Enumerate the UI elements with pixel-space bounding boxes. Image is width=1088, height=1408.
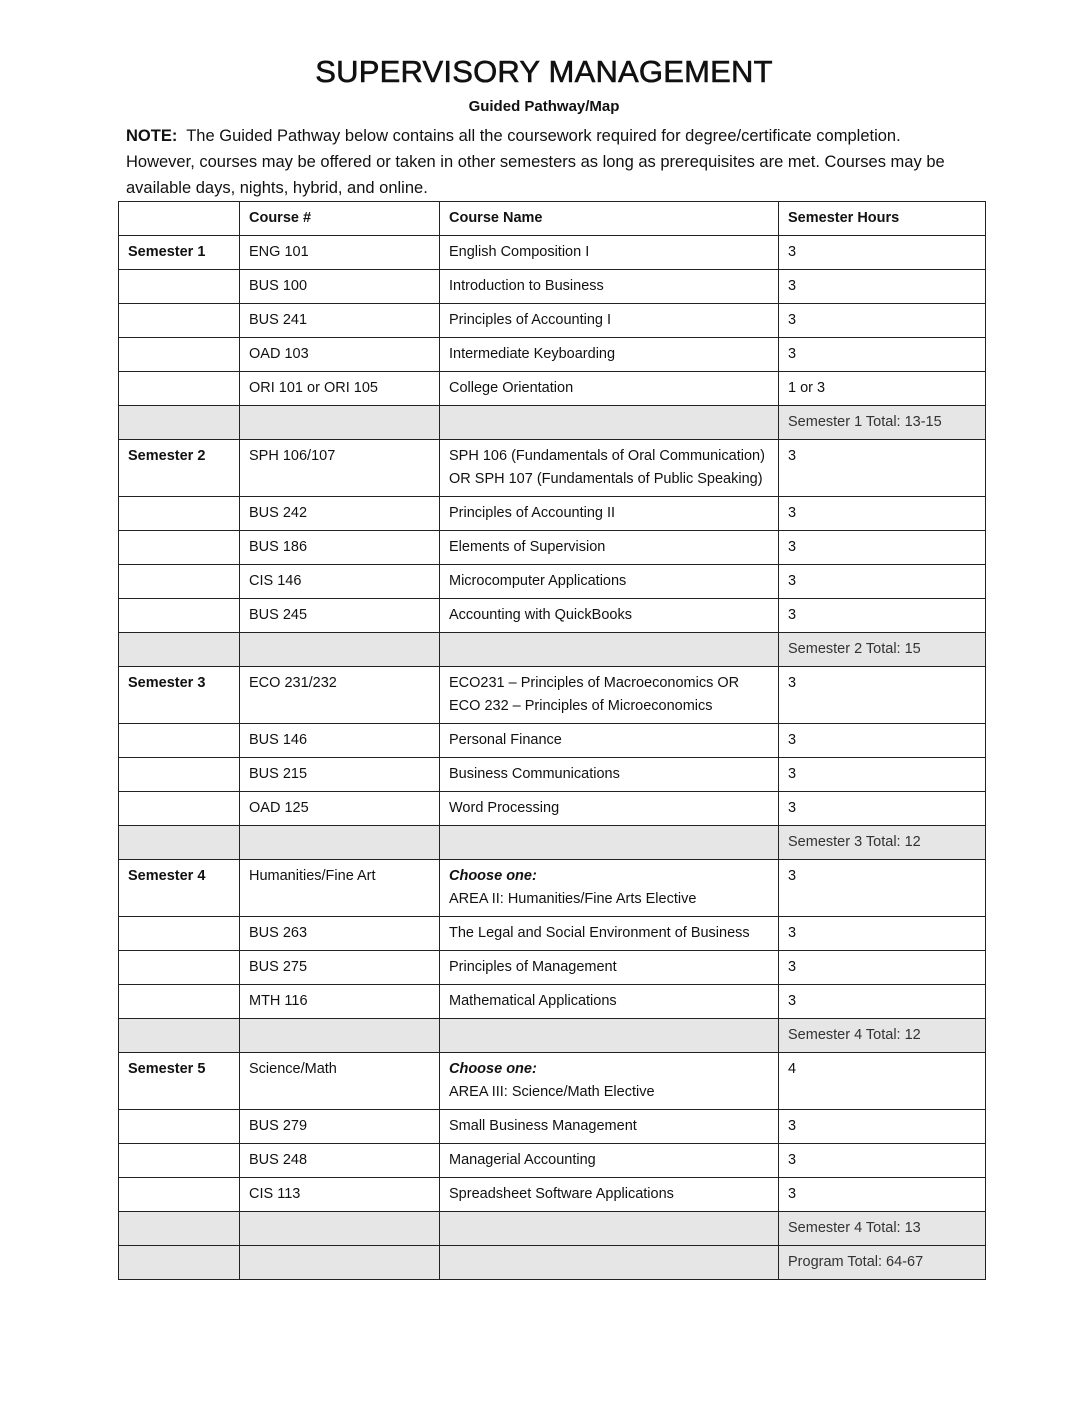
course-number: OAD 125: [240, 792, 440, 826]
course-row: [119, 565, 986, 599]
semester-hours: 3: [779, 1178, 986, 1212]
course-name: Introduction to Business: [449, 278, 604, 294]
course-number: MTH 116: [240, 985, 440, 1019]
semester-hours: 3: [779, 599, 986, 633]
semester-label: [119, 985, 240, 1019]
course-row: [119, 758, 986, 792]
course-row: [119, 917, 986, 951]
course-name-cell: [440, 372, 779, 406]
semester-total: Semester 3 Total: 12: [779, 826, 986, 860]
total-blank-cell: [119, 1212, 240, 1246]
course-name-cell: [440, 236, 779, 270]
total-blank-cell: [440, 1246, 779, 1280]
semester-hours: 3: [779, 338, 986, 372]
note-label: NOTE:: [126, 127, 178, 145]
semester-hours: 3: [779, 270, 986, 304]
semester-label: [119, 304, 240, 338]
course-number: BUS 241: [240, 304, 440, 338]
column-header: Course Name: [440, 202, 779, 236]
course-name-cell: [440, 270, 779, 304]
semester-label: [119, 338, 240, 372]
semester-label: Semester 3: [119, 667, 240, 724]
semester-total: Semester 4 Total: 12: [779, 1019, 986, 1053]
semester-hours: 3: [779, 304, 986, 338]
course-name-cell: [440, 440, 779, 497]
course-name: Small Business Management: [449, 1118, 637, 1134]
semester-hours: 3: [779, 917, 986, 951]
semester-hours: 3: [779, 531, 986, 565]
total-row: [119, 406, 986, 440]
course-number: ECO 231/232: [240, 667, 440, 724]
semester-hours: 3: [779, 724, 986, 758]
semester-total: Program Total: 64-67: [779, 1246, 986, 1280]
course-number: ENG 101: [240, 236, 440, 270]
semester-hours: 3: [779, 565, 986, 599]
semester-hours: 3: [779, 792, 986, 826]
semester-label: [119, 599, 240, 633]
column-header: [119, 202, 240, 236]
course-number: BUS 100: [240, 270, 440, 304]
semester-hours: 3: [779, 985, 986, 1019]
semester-total: Semester 2 Total: 15: [779, 633, 986, 667]
semester-label: [119, 1144, 240, 1178]
course-name: Intermediate Keyboarding: [449, 346, 616, 362]
course-name: The Legal and Social Environment of Business: [449, 925, 750, 941]
semester-label: [119, 758, 240, 792]
total-blank-cell: [440, 406, 779, 440]
course-name: AREA III: Science/Math Elective: [449, 1084, 655, 1100]
semester-label: Semester 1: [119, 236, 240, 270]
course-number: Humanities/Fine Art: [240, 860, 440, 917]
course-number: BUS 279: [240, 1110, 440, 1144]
page-title: SUPERVISORY MANAGEMENT: [315, 54, 773, 89]
course-name: Spreadsheet Software Applications: [449, 1186, 674, 1202]
course-number: CIS 113: [240, 1178, 440, 1212]
total-blank-cell: [440, 633, 779, 667]
course-name: SPH 106 (Fundamentals of Oral Communication) OR SPH 107 (Fundamentals of Public Speaking): [449, 448, 765, 487]
course-name-cell: [440, 1144, 779, 1178]
course-number: CIS 146: [240, 565, 440, 599]
course-name: Word Processing: [449, 800, 560, 816]
pathway-table: [118, 201, 986, 1280]
course-row: [119, 338, 986, 372]
semester-total: Semester 4 Total: 13: [779, 1212, 986, 1246]
course-row: [119, 985, 986, 1019]
course-number: BUS 186: [240, 531, 440, 565]
course-row: [119, 236, 986, 270]
semester-label: Semester 4: [119, 860, 240, 917]
semester-label: [119, 917, 240, 951]
course-row: [119, 1110, 986, 1144]
total-blank-cell: [240, 826, 440, 860]
total-row: [119, 1212, 986, 1246]
course-name-cell: [440, 1110, 779, 1144]
course-name: Accounting with QuickBooks: [449, 607, 632, 623]
semester-total: Semester 1 Total: 13-15: [779, 406, 986, 440]
choose-one-label: Choose one:: [449, 1061, 537, 1077]
total-blank-cell: [240, 406, 440, 440]
course-row: [119, 497, 986, 531]
course-name-cell: [440, 304, 779, 338]
course-name-cell: [440, 667, 779, 724]
course-number: ORI 101 or ORI 105: [240, 372, 440, 406]
semester-label: [119, 724, 240, 758]
course-name-cell: [440, 951, 779, 985]
semester-hours: 3: [779, 951, 986, 985]
course-number: BUS 245: [240, 599, 440, 633]
semester-label: [119, 270, 240, 304]
course-name: Personal Finance: [449, 732, 562, 748]
total-blank-cell: [119, 633, 240, 667]
course-name-cell: [440, 497, 779, 531]
course-row: [119, 372, 986, 406]
total-blank-cell: [240, 1019, 440, 1053]
course-name-cell: [440, 724, 779, 758]
semester-hours: 3: [779, 1144, 986, 1178]
course-name: ECO231 – Principles of Macroeconomics OR ECO 232 – Principles of Microeconomics: [449, 675, 740, 714]
course-name: AREA II: Humanities/Fine Arts Elective: [449, 891, 697, 907]
table-header-row: [119, 202, 986, 236]
course-row: [119, 951, 986, 985]
note-paragraph: [126, 123, 966, 201]
semester-label: Semester 5: [119, 1053, 240, 1110]
course-name-cell: [440, 792, 779, 826]
semester-hours: 3: [779, 758, 986, 792]
total-blank-cell: [240, 1246, 440, 1280]
course-name-cell: [440, 599, 779, 633]
course-number: BUS 146: [240, 724, 440, 758]
total-row: [119, 633, 986, 667]
semester-hours: 4: [779, 1053, 986, 1110]
semester-hours: 3: [779, 236, 986, 270]
total-blank-cell: [119, 406, 240, 440]
course-name: English Composition I: [449, 244, 590, 260]
course-name-cell: [440, 985, 779, 1019]
course-row: [119, 440, 986, 497]
pathway-table-body: [119, 202, 986, 1280]
semester-label: [119, 1110, 240, 1144]
semester-hours: 3: [779, 440, 986, 497]
course-name: Elements of Supervision: [449, 539, 606, 555]
course-name-cell: [440, 1178, 779, 1212]
course-name: Mathematical Applications: [449, 993, 617, 1009]
semester-hours: 3: [779, 1110, 986, 1144]
total-blank-cell: [240, 1212, 440, 1246]
choose-one-label: Choose one:: [449, 868, 537, 884]
total-blank-cell: [119, 826, 240, 860]
total-blank-cell: [119, 1246, 240, 1280]
course-name: Principles of Accounting II: [449, 505, 616, 521]
semester-label: [119, 497, 240, 531]
course-name: College Orientation: [449, 380, 574, 396]
total-blank-cell: [119, 1019, 240, 1053]
course-row: [119, 304, 986, 338]
course-name: Managerial Accounting: [449, 1152, 596, 1168]
course-name-cell: [440, 860, 779, 917]
course-row: [119, 667, 986, 724]
course-number: BUS 275: [240, 951, 440, 985]
total-blank-cell: [440, 826, 779, 860]
course-row: [119, 270, 986, 304]
column-header: Semester Hours: [779, 202, 986, 236]
course-row: [119, 1144, 986, 1178]
course-name: Microcomputer Applications: [449, 573, 627, 589]
semester-label: [119, 531, 240, 565]
course-number: BUS 215: [240, 758, 440, 792]
course-name-cell: [440, 1053, 779, 1110]
total-blank-cell: [240, 633, 440, 667]
course-name-cell: [440, 758, 779, 792]
course-row: [119, 860, 986, 917]
course-row: [119, 792, 986, 826]
total-blank-cell: [440, 1212, 779, 1246]
course-number: BUS 248: [240, 1144, 440, 1178]
course-name: Principles of Accounting I: [449, 312, 612, 328]
semester-label: Semester 2: [119, 440, 240, 497]
course-name-cell: [440, 565, 779, 599]
total-row: [119, 826, 986, 860]
course-name-cell: [440, 338, 779, 372]
course-number: OAD 103: [240, 338, 440, 372]
semester-label: [119, 1178, 240, 1212]
course-row: [119, 1178, 986, 1212]
total-row: [119, 1246, 986, 1280]
semester-label: [119, 792, 240, 826]
course-name: Principles of Management: [449, 959, 617, 975]
course-row: [119, 599, 986, 633]
course-row: [119, 724, 986, 758]
course-number: BUS 242: [240, 497, 440, 531]
page-subtitle: Guided Pathway/Map: [468, 98, 620, 115]
semester-hours: 1 or 3: [779, 372, 986, 406]
semester-hours: 3: [779, 667, 986, 724]
total-row: [119, 1019, 986, 1053]
course-name-cell: [440, 917, 779, 951]
note-text: The Guided Pathway below contains all the coursework required for degree/certificate completion. However, courses may be offered or taken in other semesters as long as prerequisites are met. Courses may be available days, nights, hybrid, and online.: [126, 127, 945, 197]
column-header: Course #: [240, 202, 440, 236]
semester-hours: 3: [779, 497, 986, 531]
course-number: BUS 263: [240, 917, 440, 951]
course-number: Science/Math: [240, 1053, 440, 1110]
semester-label: [119, 372, 240, 406]
total-blank-cell: [440, 1019, 779, 1053]
course-name-cell: [440, 531, 779, 565]
semester-label: [119, 565, 240, 599]
semester-hours: 3: [779, 860, 986, 917]
semester-label: [119, 951, 240, 985]
course-row: [119, 1053, 986, 1110]
course-row: [119, 531, 986, 565]
course-name: Business Communications: [449, 766, 620, 782]
course-number: SPH 106/107: [240, 440, 440, 497]
